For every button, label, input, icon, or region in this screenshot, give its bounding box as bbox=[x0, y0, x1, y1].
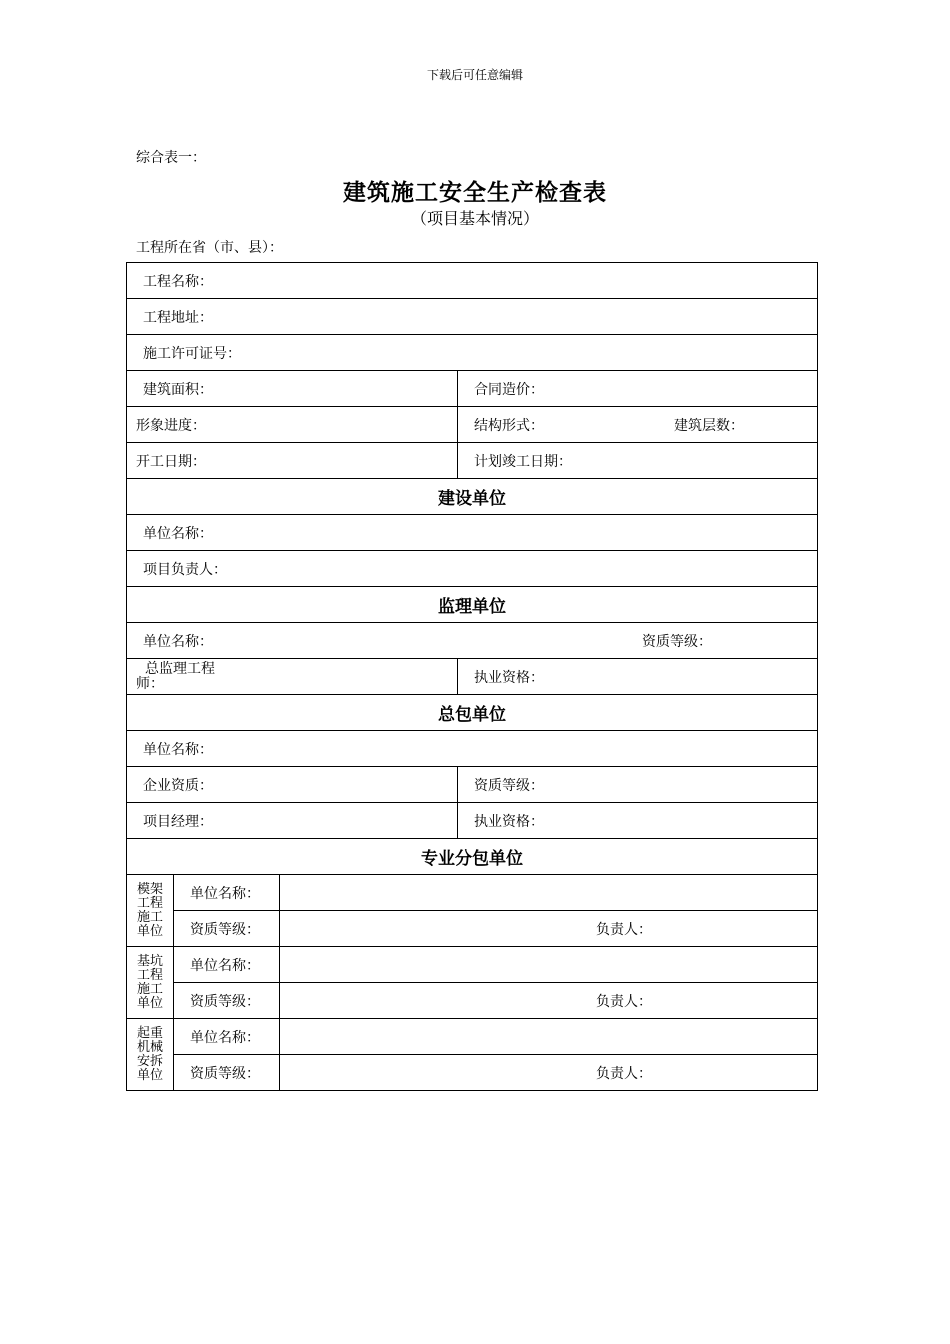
section-construction-unit: 建设单位 bbox=[127, 479, 818, 515]
chief-supervisor-label-line2: 师： bbox=[136, 675, 164, 692]
formwork-person-label: 负责人： bbox=[596, 921, 652, 938]
supervision-grade-label: 资质等级： bbox=[642, 633, 712, 650]
page-title: 建筑施工安全生产检查表 bbox=[343, 179, 607, 206]
row-supervision-chief bbox=[127, 659, 818, 695]
pit-unit-name-field[interactable] bbox=[280, 947, 818, 983]
formwork-unit-name-label: 单位名称： bbox=[174, 875, 280, 911]
row-section-supervision bbox=[127, 587, 818, 623]
area-cell[interactable] bbox=[127, 371, 458, 407]
subcontract-group-formwork: 模架工程施工单位 bbox=[127, 875, 174, 947]
project-name-label: 工程名称： bbox=[143, 273, 213, 290]
supervision-unit-name-label: 单位名称： bbox=[143, 633, 213, 650]
construction-leader-cell[interactable] bbox=[127, 551, 818, 587]
formwork-grade-label: 资质等级： bbox=[174, 911, 280, 947]
construction-unit-name-label: 单位名称： bbox=[143, 525, 213, 542]
row-dates bbox=[127, 443, 818, 479]
general-unit-name-label: 单位名称： bbox=[143, 741, 213, 758]
row-section-subcontract bbox=[127, 839, 818, 875]
contract-cell[interactable] bbox=[458, 371, 818, 407]
general-qualification-cell[interactable] bbox=[127, 767, 458, 803]
row-permit bbox=[127, 335, 818, 371]
permit-label: 施工许可证号： bbox=[143, 345, 241, 362]
start-date-cell[interactable] bbox=[127, 443, 458, 479]
supervision-license-label: 执业资格： bbox=[474, 669, 544, 686]
general-qualification-label: 企业资质： bbox=[143, 777, 213, 794]
row-supervision-name bbox=[127, 623, 818, 659]
row-sub-formwork-grade bbox=[127, 911, 818, 947]
supervision-license-cell[interactable] bbox=[458, 659, 818, 695]
supervision-unit-name-cell[interactable] bbox=[127, 623, 818, 659]
pit-unit-name-label: 单位名称： bbox=[174, 947, 280, 983]
chief-supervisor-label-line1: 总监理工程 bbox=[145, 660, 215, 677]
formwork-unit-name-field[interactable] bbox=[280, 875, 818, 911]
pit-grade-field[interactable] bbox=[280, 983, 818, 1019]
crane-grade-field[interactable] bbox=[280, 1055, 818, 1091]
inspection-form-table bbox=[126, 262, 818, 1091]
project-name-cell[interactable] bbox=[127, 263, 818, 299]
location-label: 工程所在省（市、县）： bbox=[136, 240, 283, 256]
progress-label: 形象进度： bbox=[136, 417, 206, 434]
section-general-contractor: 总包单位 bbox=[127, 695, 818, 731]
subcontract-group-foundation-pit: 基坑工程施工单位 bbox=[127, 947, 174, 1019]
chief-supervisor-cell[interactable] bbox=[127, 659, 458, 695]
crane-grade-label: 资质等级： bbox=[174, 1055, 280, 1091]
crane-unit-name-field[interactable] bbox=[280, 1019, 818, 1055]
row-project-name bbox=[127, 263, 818, 299]
start-date-label: 开工日期： bbox=[136, 453, 206, 470]
project-address-cell[interactable] bbox=[127, 299, 818, 335]
general-manager-label: 项目经理： bbox=[143, 813, 213, 830]
general-unit-name-cell[interactable] bbox=[127, 731, 818, 767]
form-label: 综合表一： bbox=[136, 150, 206, 166]
row-sub-pit-name bbox=[127, 947, 818, 983]
row-area-contract bbox=[127, 371, 818, 407]
row-project-address bbox=[127, 299, 818, 335]
finish-date-label: 计划竣工日期： bbox=[474, 453, 572, 470]
contract-label: 合同造价： bbox=[474, 381, 544, 398]
floors-label: 建筑层数： bbox=[674, 417, 744, 434]
row-general-name bbox=[127, 731, 818, 767]
construction-unit-name-cell[interactable] bbox=[127, 515, 818, 551]
progress-cell[interactable] bbox=[127, 407, 458, 443]
header-note: 下载后可任意编辑 bbox=[426, 68, 523, 82]
row-sub-pit-grade bbox=[127, 983, 818, 1019]
row-general-qualification bbox=[127, 767, 818, 803]
row-general-manager bbox=[127, 803, 818, 839]
general-license-label: 执业资格： bbox=[474, 813, 544, 830]
row-sub-formwork-name bbox=[127, 875, 818, 911]
page-subtitle: （项目基本情况） bbox=[410, 209, 539, 228]
general-license-cell[interactable] bbox=[458, 803, 818, 839]
row-construction-name bbox=[127, 515, 818, 551]
permit-cell[interactable] bbox=[127, 335, 818, 371]
section-supervision-unit: 监理单位 bbox=[127, 587, 818, 623]
structure-cell[interactable] bbox=[458, 407, 818, 443]
row-section-construction bbox=[127, 479, 818, 515]
row-sub-crane-name bbox=[127, 1019, 818, 1055]
finish-date-cell[interactable] bbox=[458, 443, 818, 479]
project-address-label: 工程地址： bbox=[143, 309, 213, 326]
row-progress-structure bbox=[127, 407, 818, 443]
crane-unit-name-label: 单位名称： bbox=[174, 1019, 280, 1055]
general-grade-cell[interactable] bbox=[458, 767, 818, 803]
area-label: 建筑面积： bbox=[143, 381, 213, 398]
row-construction-leader bbox=[127, 551, 818, 587]
general-grade-label: 资质等级： bbox=[474, 777, 544, 794]
pit-person-label: 负责人： bbox=[596, 993, 652, 1010]
pit-grade-label: 资质等级： bbox=[174, 983, 280, 1019]
subcontract-group-crane: 起重机械安拆单位 bbox=[127, 1019, 174, 1091]
construction-leader-label: 项目负责人： bbox=[143, 561, 227, 578]
formwork-grade-field[interactable] bbox=[280, 911, 818, 947]
crane-person-label: 负责人： bbox=[596, 1065, 652, 1082]
section-subcontractors: 专业分包单位 bbox=[127, 839, 818, 875]
structure-label: 结构形式： bbox=[474, 417, 544, 434]
general-manager-cell[interactable] bbox=[127, 803, 458, 839]
row-section-general bbox=[127, 695, 818, 731]
row-sub-crane-grade bbox=[127, 1055, 818, 1091]
